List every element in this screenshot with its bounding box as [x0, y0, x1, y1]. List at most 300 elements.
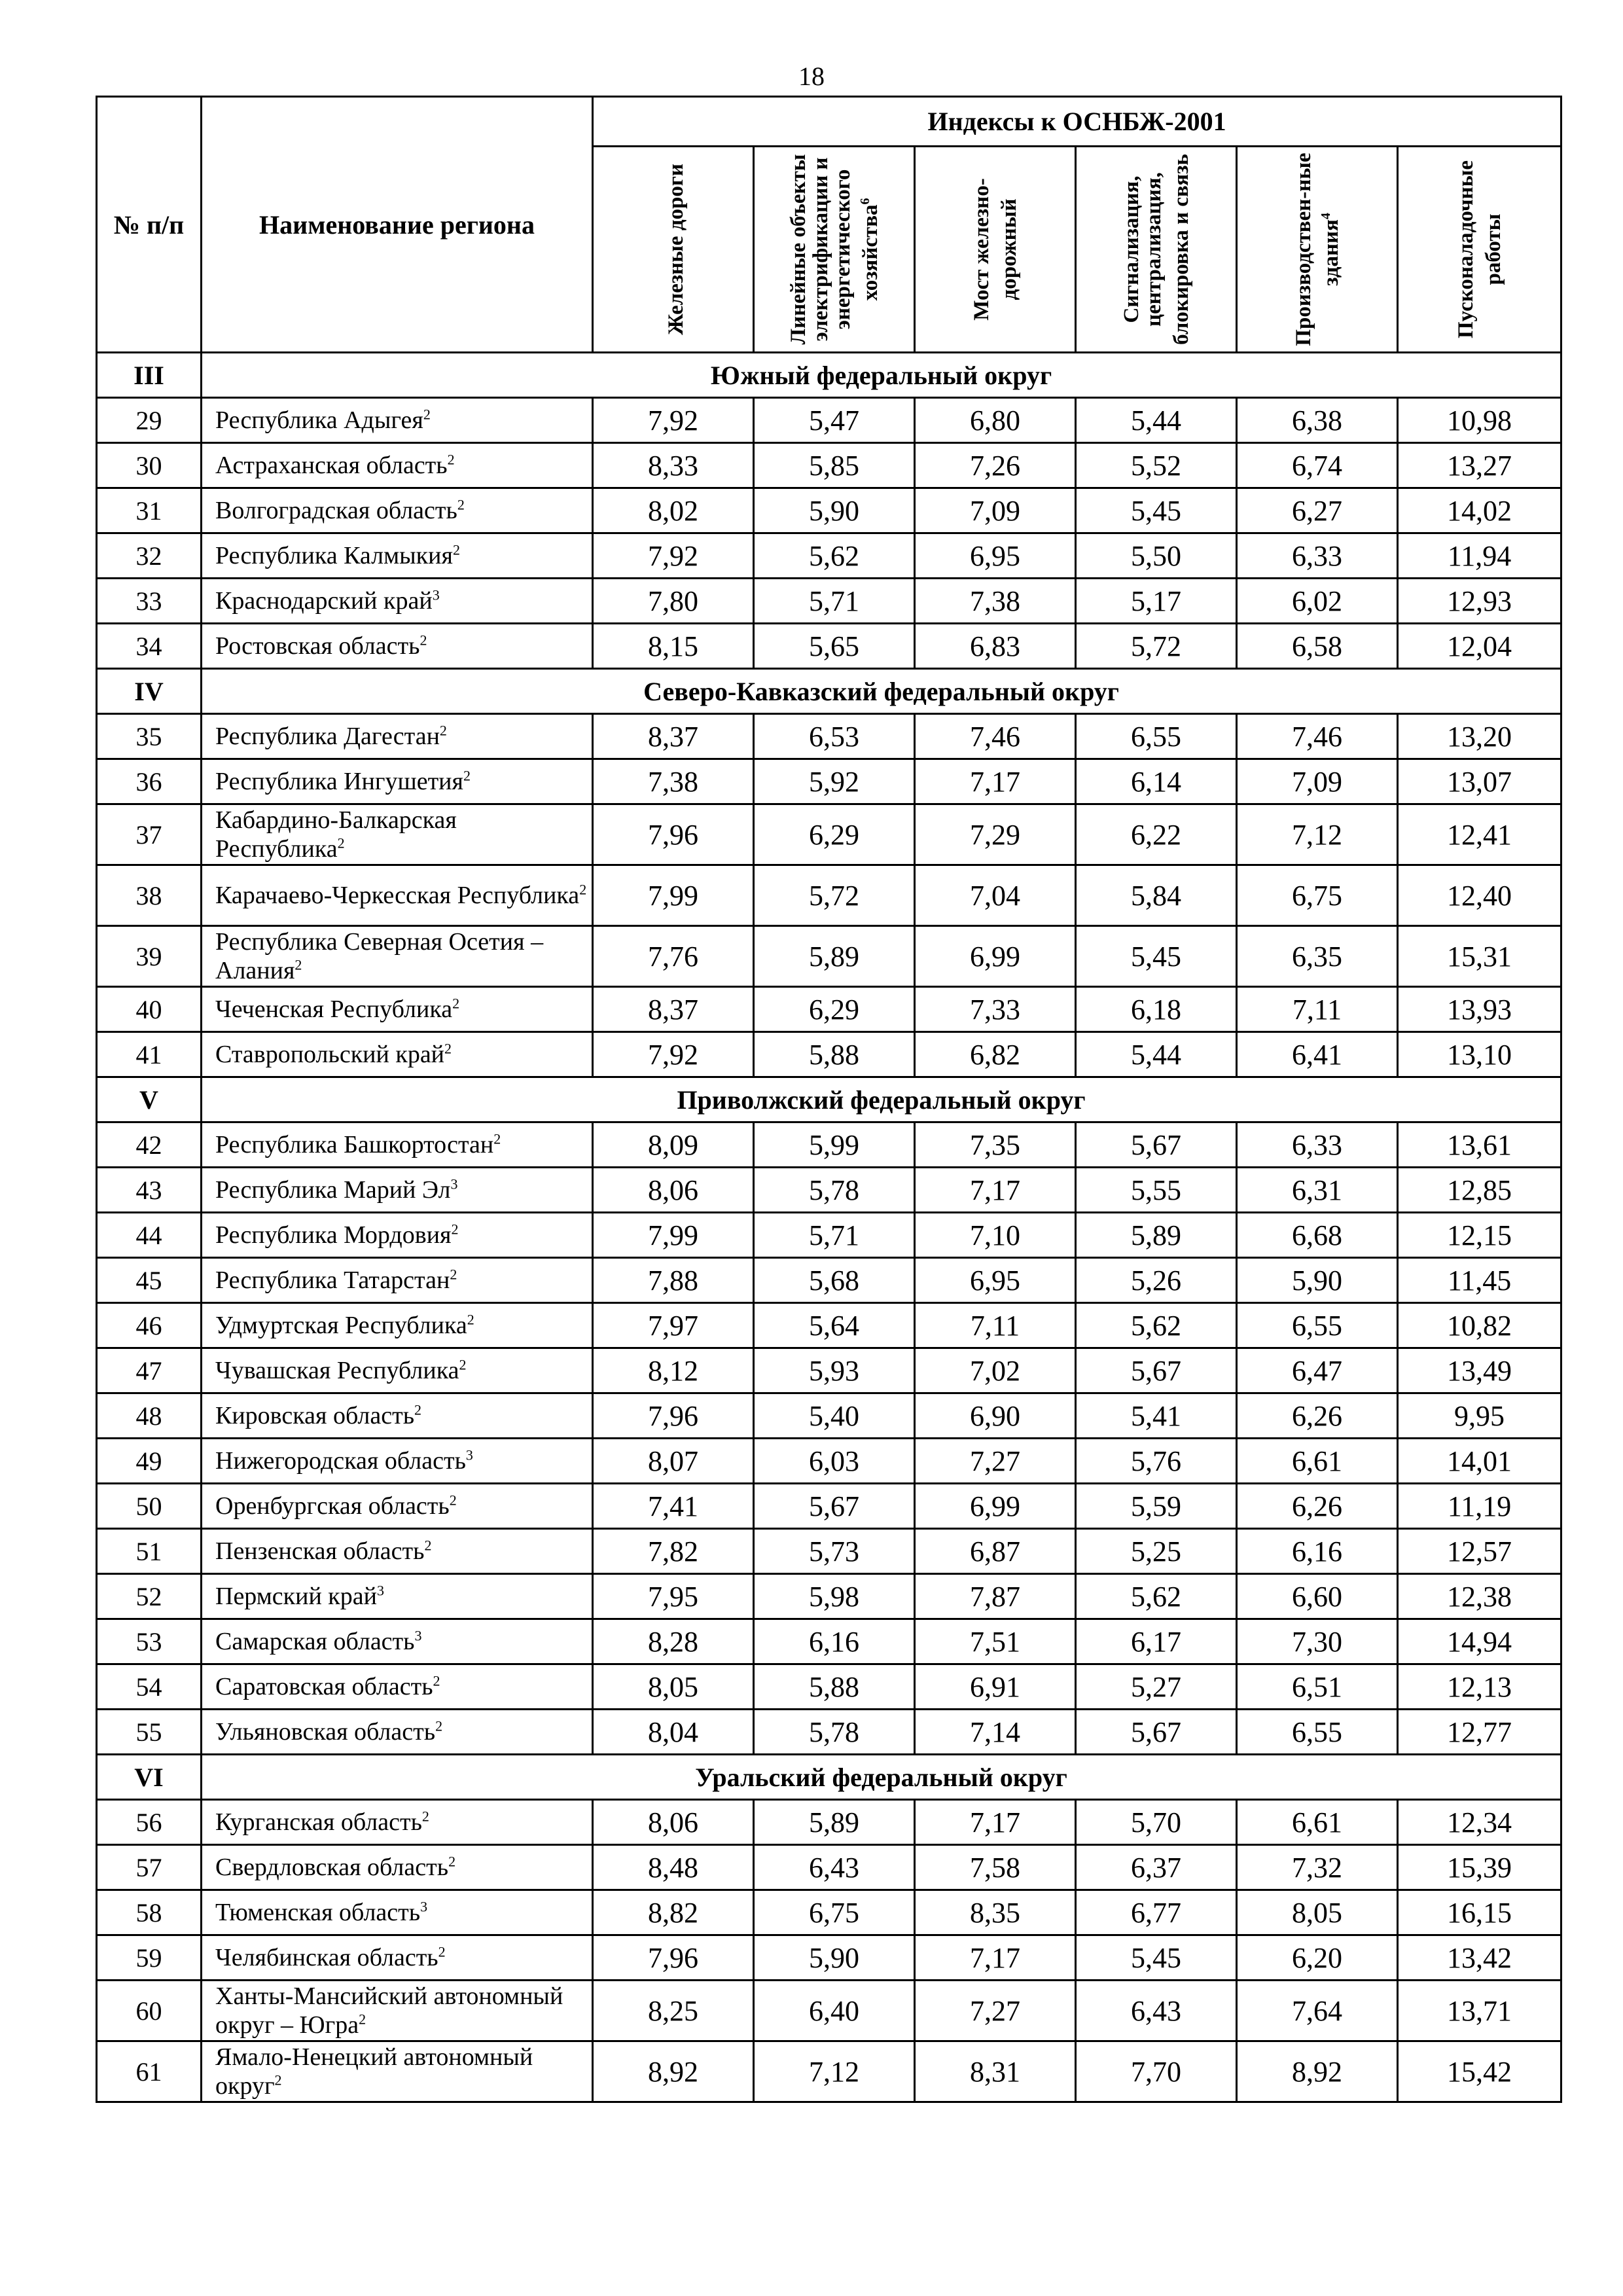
header-column-commissioning: Пусконаладочные работы [1398, 147, 1561, 353]
table-row [97, 1168, 1561, 1213]
index-value-railways: 7,99 [593, 865, 754, 926]
footnote-marker: 2 [294, 956, 302, 973]
table-row [97, 443, 1561, 488]
footnote-marker: 3 [432, 586, 440, 603]
index-value-railway-bridge: 7,38 [915, 579, 1076, 624]
index-value-industrial-buildings: 7,46 [1237, 714, 1398, 759]
row-number: 42 [97, 1122, 202, 1168]
table-row [97, 1213, 1561, 1258]
index-value-industrial-buildings: 6,31 [1237, 1168, 1398, 1213]
row-number: 29 [97, 398, 202, 443]
index-value-industrial-buildings: 6,58 [1237, 624, 1398, 669]
index-value-commissioning: 12,34 [1398, 1800, 1561, 1845]
index-value-railway-bridge: 7,29 [915, 804, 1076, 865]
table-row [97, 488, 1561, 533]
index-value-signaling: 5,89 [1076, 1213, 1237, 1258]
index-value-electrification: 5,90 [754, 488, 915, 533]
table-row [97, 1032, 1561, 1077]
index-value-railway-bridge: 8,31 [915, 2041, 1076, 2102]
index-value-railway-bridge: 7,17 [915, 1168, 1076, 1213]
index-value-signaling: 5,50 [1076, 533, 1237, 579]
index-value-industrial-buildings: 6,61 [1237, 1439, 1398, 1484]
row-number: 39 [97, 926, 202, 987]
table-row [97, 533, 1561, 579]
footnote-marker: 2 [274, 2072, 282, 2089]
row-number: 40 [97, 987, 202, 1032]
index-value-industrial-buildings: 7,64 [1237, 1981, 1398, 2041]
index-value-commissioning: 10,98 [1398, 398, 1561, 443]
index-value-railway-bridge: 7,17 [915, 1935, 1076, 1981]
index-value-railway-bridge: 7,33 [915, 987, 1076, 1032]
table-row [97, 759, 1561, 804]
region-name: Тюменская область$^3$ [202, 1890, 593, 1935]
index-value-railway-bridge: 7,02 [915, 1348, 1076, 1393]
index-value-electrification: 6,43 [754, 1845, 915, 1890]
index-value-electrification: 5,98 [754, 1574, 915, 1619]
region-name: Республика Дагестан$^2$ [202, 714, 593, 759]
index-value-railways: 7,92 [593, 1032, 754, 1077]
index-value-commissioning: 11,94 [1398, 533, 1561, 579]
index-value-railways: 7,97 [593, 1303, 754, 1348]
table-row [97, 1484, 1561, 1529]
district-section-row [97, 353, 1561, 398]
header-column-electrification: Линейные объекты электрификации и энергетического хозяйства$^6$ [754, 147, 915, 353]
index-value-railways: 7,96 [593, 804, 754, 865]
row-number: 31 [97, 488, 202, 533]
region-name: Республика Калмыкия$^2$ [202, 533, 593, 579]
index-value-industrial-buildings: 6,16 [1237, 1529, 1398, 1574]
index-value-electrification: 5,47 [754, 398, 915, 443]
index-value-railways: 8,04 [593, 1710, 754, 1755]
index-value-signaling: 6,22 [1076, 804, 1237, 865]
index-value-railways: 8,02 [593, 488, 754, 533]
row-number: 52 [97, 1574, 202, 1619]
index-value-railway-bridge: 6,91 [915, 1664, 1076, 1710]
index-value-industrial-buildings: 7,11 [1237, 987, 1398, 1032]
index-value-commissioning: 13,93 [1398, 987, 1561, 1032]
index-value-commissioning: 14,94 [1398, 1619, 1561, 1664]
index-value-industrial-buildings: 6,51 [1237, 1664, 1398, 1710]
index-value-commissioning: 12,15 [1398, 1213, 1561, 1258]
footnote-marker: 2 [449, 1492, 457, 1509]
district-section-row [97, 1077, 1561, 1122]
table-row [97, 1574, 1561, 1619]
district-title: Северо-Кавказский федеральный округ [202, 669, 1561, 714]
region-name: Чувашская Республика$^2$ [202, 1348, 593, 1393]
index-value-railways: 8,05 [593, 1664, 754, 1710]
index-value-railways: 7,82 [593, 1529, 754, 1574]
index-value-electrification: 5,85 [754, 443, 915, 488]
footnote-marker: 2 [435, 1717, 443, 1734]
index-value-industrial-buildings: 6,26 [1237, 1393, 1398, 1439]
index-value-industrial-buildings: 6,33 [1237, 533, 1398, 579]
index-value-commissioning: 12,13 [1398, 1664, 1561, 1710]
index-value-electrification: 7,12 [754, 2041, 915, 2102]
index-value-electrification: 5,40 [754, 1393, 915, 1439]
region-name: Пермский край$^3$ [202, 1574, 593, 1619]
index-value-commissioning: 13,07 [1398, 759, 1561, 804]
region-name: Кировская область$^2$ [202, 1393, 593, 1439]
table-row [97, 1664, 1561, 1710]
index-value-industrial-buildings: 8,05 [1237, 1890, 1398, 1935]
index-value-signaling: 5,41 [1076, 1393, 1237, 1439]
footnote-marker: 3 [465, 1446, 473, 1463]
index-value-railway-bridge: 7,87 [915, 1574, 1076, 1619]
index-value-railways: 7,96 [593, 1935, 754, 1981]
table-row [97, 1393, 1561, 1439]
index-value-electrification: 5,64 [754, 1303, 915, 1348]
region-name: Кабардино-Балкарская Республика$^2$ [202, 804, 593, 865]
index-value-commissioning: 12,04 [1398, 624, 1561, 669]
table-row [97, 579, 1561, 624]
region-name: Ставропольский край$^2$ [202, 1032, 593, 1077]
index-value-railways: 7,92 [593, 398, 754, 443]
footnote-marker: 2 [457, 496, 465, 513]
index-value-railway-bridge: 6,82 [915, 1032, 1076, 1077]
index-value-railways: 8,07 [593, 1439, 754, 1484]
index-value-industrial-buildings: 6,74 [1237, 443, 1398, 488]
table-row [97, 1845, 1561, 1890]
region-name: Саратовская область$^2$ [202, 1664, 593, 1710]
region-name: Свердловская область$^2$ [202, 1845, 593, 1890]
index-value-railway-bridge: 7,26 [915, 443, 1076, 488]
index-value-commissioning: 15,31 [1398, 926, 1561, 987]
region-name: Республика Татарстан$^2$ [202, 1258, 593, 1303]
index-value-industrial-buildings: 6,41 [1237, 1032, 1398, 1077]
index-value-railways: 7,95 [593, 1574, 754, 1619]
footnote-marker: 2 [438, 1943, 446, 1960]
region-name: Республика Марий Эл$^3$ [202, 1168, 593, 1213]
district-number: VI [97, 1755, 202, 1800]
index-value-railway-bridge: 7,17 [915, 759, 1076, 804]
footnote-marker: 3 [376, 1582, 384, 1599]
footnote-marker: 2 [421, 1808, 429, 1825]
index-value-railway-bridge: 6,83 [915, 624, 1076, 669]
row-number: 54 [97, 1664, 202, 1710]
index-value-industrial-buildings: 6,27 [1237, 488, 1398, 533]
row-number: 58 [97, 1890, 202, 1935]
footnote-marker: 2 [579, 881, 587, 898]
index-value-railway-bridge: 7,58 [915, 1845, 1076, 1890]
index-value-electrification: 6,16 [754, 1619, 915, 1664]
footnote-marker: 2 [452, 995, 460, 1012]
index-value-railways: 7,96 [593, 1393, 754, 1439]
index-value-railway-bridge: 6,99 [915, 1484, 1076, 1529]
index-value-commissioning: 13,49 [1398, 1348, 1561, 1393]
index-value-electrification: 5,89 [754, 926, 915, 987]
index-value-commissioning: 15,42 [1398, 2041, 1561, 2102]
table-row [97, 1935, 1561, 1981]
index-value-signaling: 5,62 [1076, 1574, 1237, 1619]
index-value-industrial-buildings: 5,90 [1237, 1258, 1398, 1303]
index-value-railways: 8,06 [593, 1800, 754, 1845]
index-value-signaling: 5,45 [1076, 926, 1237, 987]
index-value-industrial-buildings: 6,47 [1237, 1348, 1398, 1393]
footnote-marker: 2 [444, 1040, 452, 1057]
index-value-railway-bridge: 7,11 [915, 1303, 1076, 1348]
index-value-electrification: 5,68 [754, 1258, 915, 1303]
region-name: Карачаево-Черкесская Республика$^2$ [202, 865, 593, 926]
region-name: Ханты-Мансийский автономный округ – Югра$^2$ [202, 1981, 593, 2041]
index-value-signaling: 5,26 [1076, 1258, 1237, 1303]
index-value-railway-bridge: 7,27 [915, 1981, 1076, 2041]
index-value-signaling: 6,14 [1076, 759, 1237, 804]
index-value-signaling: 5,55 [1076, 1168, 1237, 1213]
index-value-signaling: 5,84 [1076, 865, 1237, 926]
index-value-signaling: 6,55 [1076, 714, 1237, 759]
footnote-marker: 3 [450, 1175, 458, 1193]
index-value-commissioning: 13,27 [1398, 443, 1561, 488]
row-number: 38 [97, 865, 202, 926]
header-column-industrial-buildings: Производствен-ные здания$^4$ [1237, 147, 1398, 353]
footnote-marker: 2 [419, 632, 427, 649]
district-section-row [97, 1755, 1561, 1800]
index-value-signaling: 6,37 [1076, 1845, 1237, 1890]
index-value-railway-bridge: 7,27 [915, 1439, 1076, 1484]
index-value-signaling: 5,67 [1076, 1122, 1237, 1168]
footnote-marker: 2 [439, 722, 447, 739]
district-number: IV [97, 669, 202, 714]
index-value-industrial-buildings: 6,38 [1237, 398, 1398, 443]
index-value-railway-bridge: 6,95 [915, 1258, 1076, 1303]
footnote-marker: 2 [433, 1672, 440, 1689]
footnote-marker: 2 [450, 1266, 457, 1283]
footnote-marker: 3 [420, 1898, 428, 1915]
table-row [97, 1529, 1561, 1574]
region-name: Курганская область$^2$ [202, 1800, 593, 1845]
index-value-commissioning: 12,57 [1398, 1529, 1561, 1574]
region-name: Республика Башкортостан$^2$ [202, 1122, 593, 1168]
regional-index-table [96, 96, 1562, 2103]
table-row [97, 624, 1561, 669]
table-row [97, 1122, 1561, 1168]
index-value-industrial-buildings: 6,20 [1237, 1935, 1398, 1981]
row-number: 37 [97, 804, 202, 865]
index-value-railways: 8,48 [593, 1845, 754, 1890]
index-value-railway-bridge: 7,04 [915, 865, 1076, 926]
row-number: 34 [97, 624, 202, 669]
table-row [97, 1800, 1561, 1845]
index-value-signaling: 5,59 [1076, 1484, 1237, 1529]
header-column-signaling: Сигнализация, централизация, блокировка и связь [1076, 147, 1237, 353]
footnote-marker: 2 [459, 1356, 467, 1373]
district-title: Уральский федеральный округ [202, 1755, 1561, 1800]
index-value-electrification: 5,89 [754, 1800, 915, 1845]
index-value-railways: 8,15 [593, 624, 754, 669]
table-row [97, 398, 1561, 443]
index-value-electrification: 5,67 [754, 1484, 915, 1529]
index-value-commissioning: 12,77 [1398, 1710, 1561, 1755]
region-name: Волгоградская область$^2$ [202, 488, 593, 533]
row-number: 60 [97, 1981, 202, 2041]
index-value-signaling: 5,62 [1076, 1303, 1237, 1348]
region-name: Удмуртская Республика$^2$ [202, 1303, 593, 1348]
index-value-commissioning: 12,85 [1398, 1168, 1561, 1213]
table-row [97, 1619, 1561, 1664]
region-name: Республика Ингушетия$^2$ [202, 759, 593, 804]
index-value-railway-bridge: 6,90 [915, 1393, 1076, 1439]
table-row [97, 2041, 1561, 2102]
index-value-electrification: 5,71 [754, 1213, 915, 1258]
index-value-industrial-buildings: 6,75 [1237, 865, 1398, 926]
footnote-marker: 2 [359, 2011, 366, 2028]
index-value-industrial-buildings: 6,55 [1237, 1710, 1398, 1755]
table-row [97, 987, 1561, 1032]
index-value-railway-bridge: 7,14 [915, 1710, 1076, 1755]
index-value-railways: 8,82 [593, 1890, 754, 1935]
row-number: 41 [97, 1032, 202, 1077]
index-value-electrification: 5,99 [754, 1122, 915, 1168]
row-number: 30 [97, 443, 202, 488]
index-value-commissioning: 14,02 [1398, 488, 1561, 533]
index-value-electrification: 6,53 [754, 714, 915, 759]
index-value-electrification: 5,72 [754, 865, 915, 926]
footnote-marker: 2 [423, 406, 431, 423]
row-number: 50 [97, 1484, 202, 1529]
index-value-electrification: 6,03 [754, 1439, 915, 1484]
index-value-railway-bridge: 6,95 [915, 533, 1076, 579]
index-value-commissioning: 16,15 [1398, 1890, 1561, 1935]
index-value-railway-bridge: 8,35 [915, 1890, 1076, 1935]
footnote-marker: 2 [414, 1401, 422, 1418]
index-value-industrial-buildings: 8,92 [1237, 2041, 1398, 2102]
index-value-electrification: 5,78 [754, 1168, 915, 1213]
index-value-railway-bridge: 6,99 [915, 926, 1076, 987]
row-number: 36 [97, 759, 202, 804]
footnote-marker: 2 [451, 1221, 459, 1238]
table-row [97, 1439, 1561, 1484]
footnote-marker: 2 [447, 451, 455, 468]
index-value-commissioning: 13,61 [1398, 1122, 1561, 1168]
index-value-commissioning: 14,01 [1398, 1439, 1561, 1484]
row-number: 51 [97, 1529, 202, 1574]
index-value-railways: 7,38 [593, 759, 754, 804]
row-number: 32 [97, 533, 202, 579]
table-row [97, 804, 1561, 865]
index-value-industrial-buildings: 6,35 [1237, 926, 1398, 987]
index-value-signaling: 5,27 [1076, 1664, 1237, 1710]
index-value-industrial-buildings: 6,60 [1237, 1574, 1398, 1619]
index-value-commissioning: 13,42 [1398, 1935, 1561, 1981]
index-value-commissioning: 15,39 [1398, 1845, 1561, 1890]
index-value-commissioning: 13,71 [1398, 1981, 1561, 2041]
index-value-industrial-buildings: 6,61 [1237, 1800, 1398, 1845]
index-value-railways: 7,92 [593, 533, 754, 579]
index-value-railways: 8,33 [593, 443, 754, 488]
index-value-electrification: 5,90 [754, 1935, 915, 1981]
index-value-railways: 8,37 [593, 987, 754, 1032]
index-value-railways: 8,06 [593, 1168, 754, 1213]
index-value-industrial-buildings: 7,12 [1237, 804, 1398, 865]
table-row [97, 1303, 1561, 1348]
index-value-railways: 8,09 [593, 1122, 754, 1168]
index-value-commissioning: 12,93 [1398, 579, 1561, 624]
index-value-railways: 8,12 [593, 1348, 754, 1393]
index-value-electrification: 6,29 [754, 804, 915, 865]
region-name: Ямало-Ненецкий автономный округ$^2$ [202, 2041, 593, 2102]
table-row [97, 1981, 1561, 2041]
index-value-signaling: 5,44 [1076, 398, 1237, 443]
header-column-railway-bridge: Мост железно-дорожный [915, 147, 1076, 353]
footnote-marker: 2 [337, 834, 345, 852]
index-value-signaling: 5,25 [1076, 1529, 1237, 1574]
row-number: 47 [97, 1348, 202, 1393]
index-value-electrification: 5,88 [754, 1032, 915, 1077]
row-number: 44 [97, 1213, 202, 1258]
index-value-commissioning: 13,10 [1398, 1032, 1561, 1077]
index-value-railways: 8,28 [593, 1619, 754, 1664]
table-row [97, 1348, 1561, 1393]
header-index-group: Индексы к ОСНБЖ-2001 [593, 97, 1561, 147]
index-value-electrification: 5,73 [754, 1529, 915, 1574]
footnote-marker: 2 [452, 541, 460, 558]
index-value-railway-bridge: 7,10 [915, 1213, 1076, 1258]
index-value-signaling: 6,17 [1076, 1619, 1237, 1664]
row-number: 61 [97, 2041, 202, 2102]
index-value-electrification: 5,88 [754, 1664, 915, 1710]
row-number: 46 [97, 1303, 202, 1348]
table-row [97, 1710, 1561, 1755]
index-value-commissioning: 11,19 [1398, 1484, 1561, 1529]
index-value-railways: 8,92 [593, 2041, 754, 2102]
region-name: Нижегородская область$^3$ [202, 1439, 593, 1484]
index-value-railway-bridge: 7,51 [915, 1619, 1076, 1664]
index-value-railways: 7,80 [593, 579, 754, 624]
index-value-signaling: 7,70 [1076, 2041, 1237, 2102]
index-value-electrification: 5,93 [754, 1348, 915, 1393]
region-name: Краснодарский край$^3$ [202, 579, 593, 624]
index-value-railway-bridge: 6,87 [915, 1529, 1076, 1574]
table-row [97, 926, 1561, 987]
district-section-row [97, 669, 1561, 714]
index-value-commissioning: 9,95 [1398, 1393, 1561, 1439]
footnote-marker: 2 [448, 1853, 456, 1870]
index-value-railway-bridge: 7,17 [915, 1800, 1076, 1845]
index-value-commissioning: 10,82 [1398, 1303, 1561, 1348]
footnote-marker: 2 [463, 767, 471, 784]
index-value-electrification: 5,92 [754, 759, 915, 804]
index-value-electrification: 5,71 [754, 579, 915, 624]
district-title: Южный федеральный округ [202, 353, 1561, 398]
table-row [97, 1258, 1561, 1303]
index-value-electrification: 6,75 [754, 1890, 915, 1935]
index-value-electrification: 5,65 [754, 624, 915, 669]
region-name: Ульяновская область$^2$ [202, 1710, 593, 1755]
index-value-railways: 8,37 [593, 714, 754, 759]
index-value-railways: 7,76 [593, 926, 754, 987]
page-number: 18 [798, 62, 825, 91]
header-column-railways: Железные дороги [593, 147, 754, 353]
index-value-commissioning: 12,40 [1398, 865, 1561, 926]
footnote-marker: 3 [414, 1627, 422, 1644]
region-name: Самарская область$^3$ [202, 1619, 593, 1664]
row-number: 35 [97, 714, 202, 759]
district-title: Приволжский федеральный округ [202, 1077, 1561, 1122]
index-value-commissioning: 12,41 [1398, 804, 1561, 865]
region-name: Республика Адыгея$^2$ [202, 398, 593, 443]
index-value-signaling: 6,77 [1076, 1890, 1237, 1935]
region-name: Республика Северная Осетия – Алания$^2$ [202, 926, 593, 987]
table-row [97, 714, 1561, 759]
row-number: 55 [97, 1710, 202, 1755]
index-value-industrial-buildings: 6,33 [1237, 1122, 1398, 1168]
index-value-signaling: 5,17 [1076, 579, 1237, 624]
footnote-marker: 2 [467, 1311, 474, 1328]
index-value-commissioning: 12,38 [1398, 1574, 1561, 1619]
footnote-marker: 2 [493, 1130, 501, 1147]
row-number: 43 [97, 1168, 202, 1213]
index-value-signaling: 5,44 [1076, 1032, 1237, 1077]
